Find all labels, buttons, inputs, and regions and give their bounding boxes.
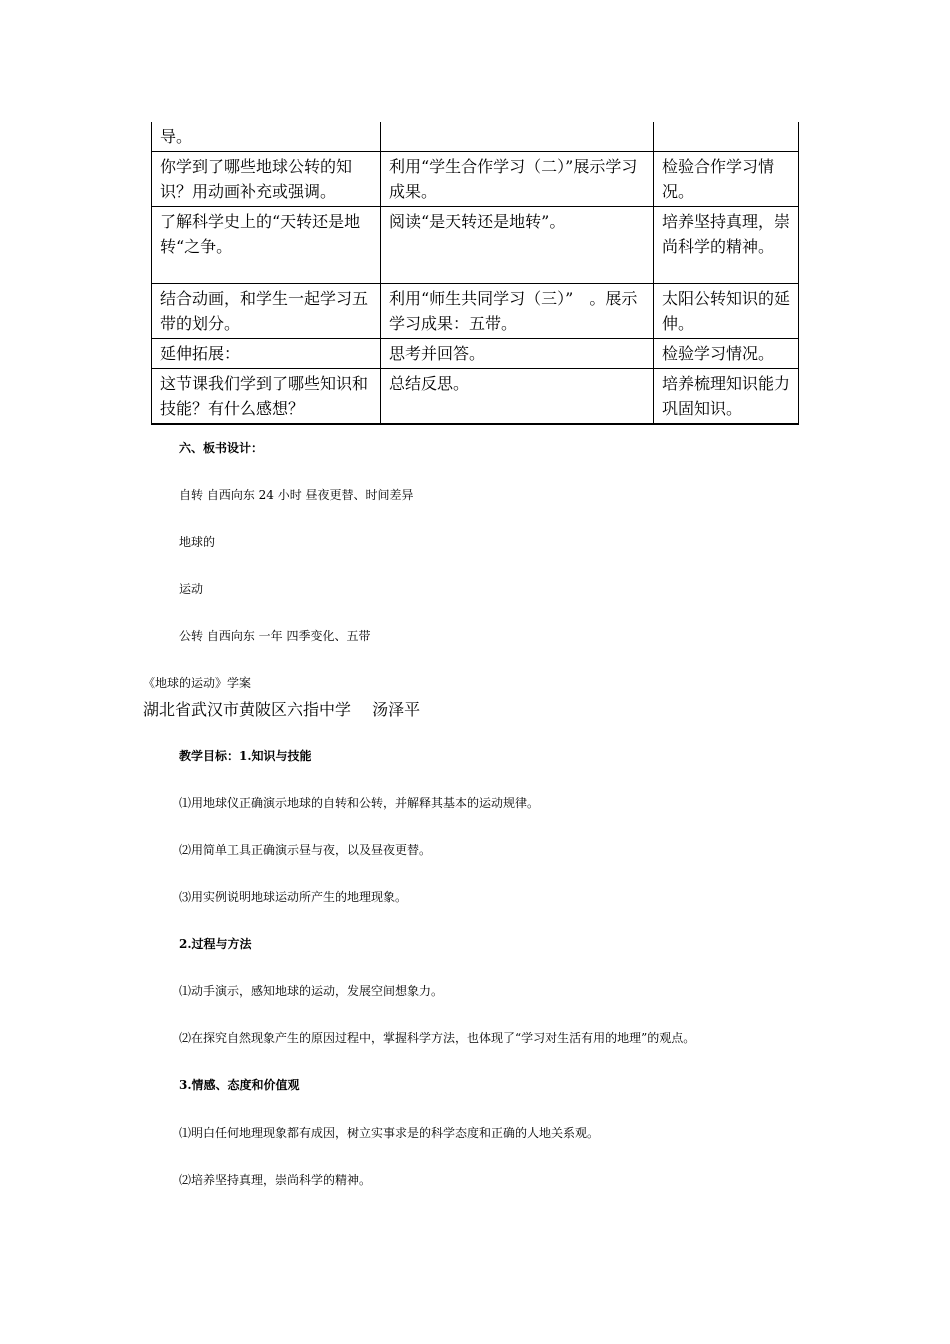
- goal-item: ⑶用实例说明地球运动所产生的地理现象。: [179, 890, 408, 904]
- table-cell: 总结反思。: [381, 369, 654, 425]
- table-row: [152, 284, 799, 339]
- goal-item: ⑴用地球仪正确演示地球的自转和公转，并解释其基本的运动规律。: [179, 796, 540, 810]
- table-row: [152, 339, 799, 369]
- table-row: [152, 207, 799, 284]
- goal-item: ⑵在探究自然现象产生的原因过程中，掌握科学方法，也体现了“学习对生活有用的地理”的观点。: [179, 1031, 696, 1045]
- table-cell: 导。: [152, 122, 381, 152]
- table-cell: 结合动画，和学生一起学习五带的划分。: [152, 284, 381, 339]
- table-cell: 太阳公转知识的延伸。: [654, 284, 799, 339]
- table-cell: 利用“学生合作学习（二）”展示学习成果。: [381, 152, 654, 207]
- table-cell: 你学到了哪些地球公转的知识？用动画补充或强调。: [152, 152, 381, 207]
- table-cell: 利用“师生共同学习（三）” 。展示学习成果：五带。: [381, 284, 654, 339]
- table-cell: [381, 122, 654, 152]
- table-row: [152, 369, 799, 425]
- table-cell: 思考并回答。: [381, 339, 654, 369]
- board-line-earth: 地球的: [179, 535, 216, 549]
- document-title: 《地球的运动》学案: [143, 676, 252, 690]
- goal-item: ⑴明白任何地理现象都有成因，树立实事求是的科学态度和正确的人地关系观。: [179, 1126, 600, 1140]
- goal-item: ⑵培养坚持真理，崇尚科学的精神。: [179, 1173, 372, 1187]
- document-author: 湖北省武汉市黄陂区六指中学 汤泽平: [143, 700, 421, 719]
- board-line-revolution: 公转 自西向东 一年 四季变化、五带: [179, 629, 371, 643]
- table-cell: 了解科学史上的“天转还是地转“之争。: [152, 207, 381, 284]
- table-cell: 阅读“是天转还是地转”。: [381, 207, 654, 284]
- table-cell: 检验合作学习情况。: [654, 152, 799, 207]
- table-row: [152, 152, 799, 207]
- goal-item: ⑵用简单工具正确演示昼与夜，以及昼夜更替。: [179, 843, 432, 857]
- table-cell: 培养坚持真理，崇尚科学的精神。: [654, 207, 799, 284]
- table-cell: 检验学习情况。: [654, 339, 799, 369]
- table-cell: 培养梳理知识能力巩固知识。: [654, 369, 799, 425]
- lesson-process-table: [151, 122, 799, 425]
- process-method-heading: 2.过程与方法: [179, 937, 252, 951]
- table-cell: 这节课我们学到了哪些知识和技能？有什么感想？: [152, 369, 381, 425]
- goal-item: ⑴动手演示，感知地球的运动，发展空间想象力。: [179, 984, 444, 998]
- table-row: [152, 122, 799, 152]
- table-cell: [654, 122, 799, 152]
- board-line-motion: 运动: [179, 582, 204, 596]
- table-cell: 延伸拓展：: [152, 339, 381, 369]
- goals-heading: 教学目标：1.知识与技能: [179, 749, 312, 763]
- board-design-heading: 六、板书设计：: [179, 441, 264, 455]
- emotion-attitude-heading: 3.情感、态度和价值观: [179, 1078, 300, 1092]
- board-line-rotation: 自转 自西向东 24 小时 昼夜更替、时间差异: [179, 488, 414, 502]
